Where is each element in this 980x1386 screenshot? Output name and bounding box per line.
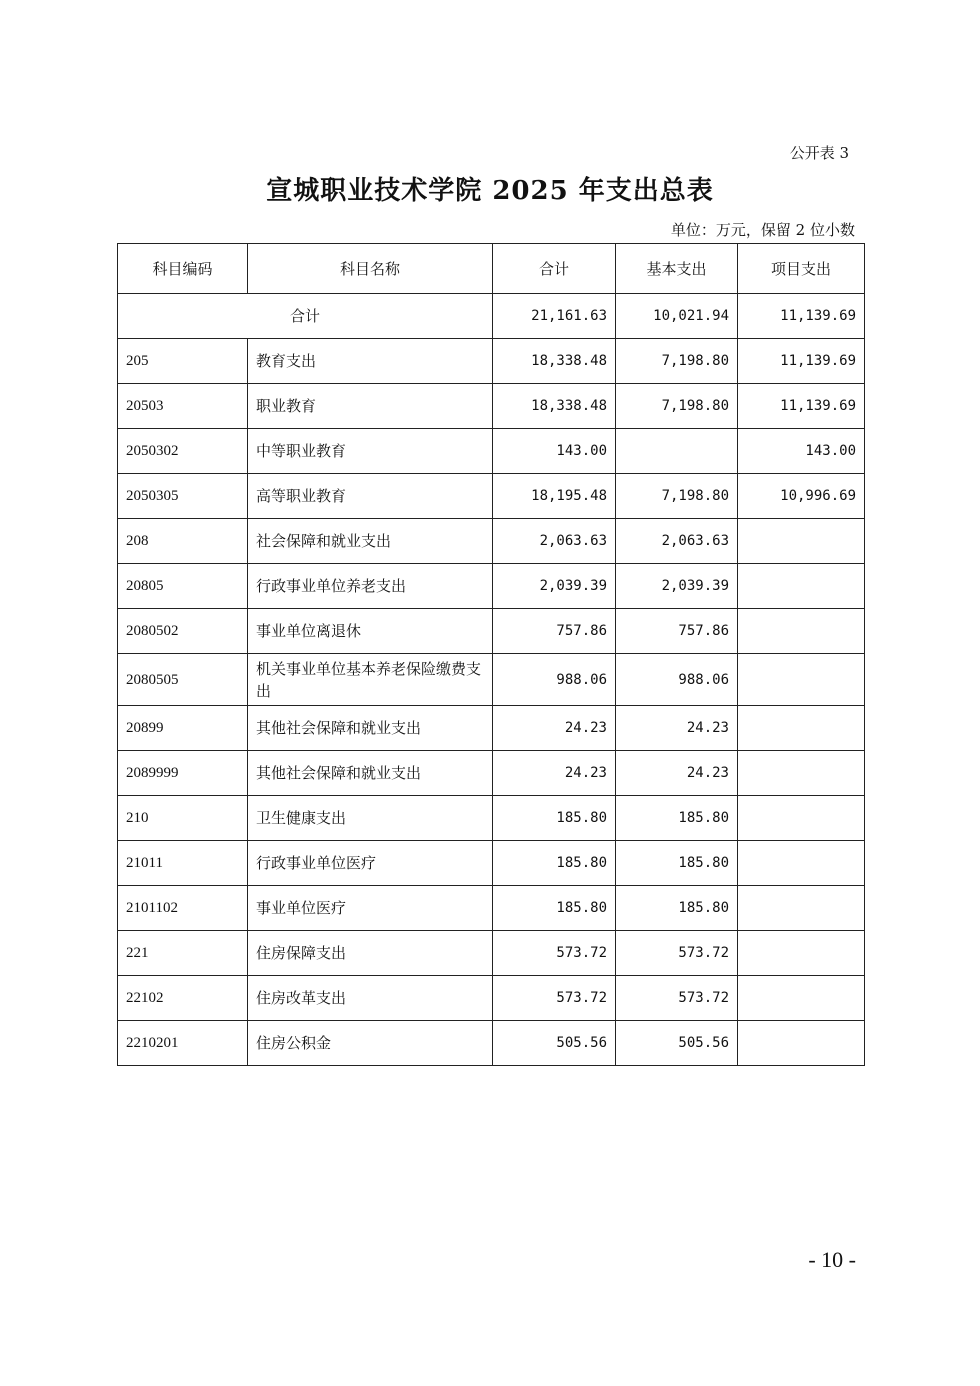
- table-row: [118, 429, 865, 474]
- row-basic: 2,039.39: [616, 564, 738, 609]
- table-row: [118, 976, 865, 1021]
- row-code: 2089999: [118, 751, 248, 796]
- row-project: [738, 751, 865, 796]
- table-row: [118, 886, 865, 931]
- row-name: 教育支出: [248, 339, 493, 384]
- expenditure-table: [117, 243, 865, 1066]
- row-code: 208: [118, 519, 248, 564]
- row-total: 24.23: [493, 751, 616, 796]
- row-total: 185.80: [493, 841, 616, 886]
- row-total: 18,338.48: [493, 384, 616, 429]
- row-code: 2080502: [118, 609, 248, 654]
- row-basic: 7,198.80: [616, 339, 738, 384]
- row-name: 行政事业单位养老支出: [248, 564, 493, 609]
- row-name: 职业教育: [248, 384, 493, 429]
- row-total: 988.06: [493, 654, 616, 706]
- row-total: 18,195.48: [493, 474, 616, 519]
- table-row: [118, 1021, 865, 1066]
- form-number: 公开表 3: [789, 144, 849, 162]
- row-basic: 988.06: [616, 654, 738, 706]
- row-code: 22102: [118, 976, 248, 1021]
- table-row: [118, 796, 865, 841]
- row-name: 事业单位医疗: [248, 886, 493, 931]
- row-code: 210: [118, 796, 248, 841]
- row-basic: 185.80: [616, 796, 738, 841]
- total-label: 合计: [118, 294, 493, 339]
- row-basic: 7,198.80: [616, 384, 738, 429]
- row-basic: 24.23: [616, 751, 738, 796]
- row-total: 143.00: [493, 429, 616, 474]
- row-name: 卫生健康支出: [248, 796, 493, 841]
- table-row: [118, 751, 865, 796]
- total-sum: 21,161.63: [493, 294, 616, 339]
- row-code: 221: [118, 931, 248, 976]
- row-basic: 757.86: [616, 609, 738, 654]
- page-title: 宣城职业技术学院 2025 年支出总表: [266, 176, 714, 206]
- row-project: [738, 706, 865, 751]
- header-name: 科目名称: [248, 244, 493, 294]
- row-basic: 7,198.80: [616, 474, 738, 519]
- row-basic: 505.56: [616, 1021, 738, 1066]
- total-project: 11,139.69: [738, 294, 865, 339]
- row-code: 20899: [118, 706, 248, 751]
- row-basic: 573.72: [616, 931, 738, 976]
- row-project: [738, 976, 865, 1021]
- row-total: 2,063.63: [493, 519, 616, 564]
- table-row: [118, 654, 865, 706]
- table-row: [118, 841, 865, 886]
- row-project: [738, 654, 865, 706]
- row-name: 住房保障支出: [248, 931, 493, 976]
- row-basic: [616, 429, 738, 474]
- row-name: 住房改革支出: [248, 976, 493, 1021]
- row-project: [738, 886, 865, 931]
- header-project: 项目支出: [738, 244, 865, 294]
- row-project: [738, 1021, 865, 1066]
- row-code: 2101102: [118, 886, 248, 931]
- row-basic: 24.23: [616, 706, 738, 751]
- row-total: 185.80: [493, 886, 616, 931]
- row-basic: 185.80: [616, 886, 738, 931]
- row-project: [738, 609, 865, 654]
- unit-note: 单位：万元，保留 2 位小数: [670, 221, 855, 239]
- row-project: [738, 931, 865, 976]
- header-code: 科目编码: [118, 244, 248, 294]
- table-row: [118, 384, 865, 429]
- row-name: 社会保障和就业支出: [248, 519, 493, 564]
- row-code: 2050302: [118, 429, 248, 474]
- row-project: [738, 796, 865, 841]
- row-code: 21011: [118, 841, 248, 886]
- row-basic: 573.72: [616, 976, 738, 1021]
- row-name: 事业单位离退休: [248, 609, 493, 654]
- row-project: [738, 519, 865, 564]
- row-total: 18,338.48: [493, 339, 616, 384]
- row-code: 205: [118, 339, 248, 384]
- row-name: 机关事业单位基本养老保险缴费支出: [248, 654, 493, 706]
- row-basic: 2,063.63: [616, 519, 738, 564]
- total-row: [118, 294, 865, 339]
- header-total: 合计: [493, 244, 616, 294]
- row-total: 573.72: [493, 976, 616, 1021]
- row-code: 2210201: [118, 1021, 248, 1066]
- row-project: [738, 564, 865, 609]
- table-row: [118, 339, 865, 384]
- row-code: 20503: [118, 384, 248, 429]
- row-code: 2050305: [118, 474, 248, 519]
- table-row: [118, 706, 865, 751]
- row-total: 24.23: [493, 706, 616, 751]
- total-basic: 10,021.94: [616, 294, 738, 339]
- row-project: 143.00: [738, 429, 865, 474]
- page-number: - 10 -: [808, 1247, 856, 1272]
- table-header-row: [118, 244, 865, 294]
- row-name: 其他社会保障和就业支出: [248, 706, 493, 751]
- row-total: 573.72: [493, 931, 616, 976]
- row-total: 757.86: [493, 609, 616, 654]
- row-project: 11,139.69: [738, 384, 865, 429]
- row-code: 2080505: [118, 654, 248, 706]
- table-row: [118, 474, 865, 519]
- row-total: 505.56: [493, 1021, 616, 1066]
- table-row: [118, 931, 865, 976]
- row-project: [738, 841, 865, 886]
- row-name: 行政事业单位医疗: [248, 841, 493, 886]
- row-total: 185.80: [493, 796, 616, 841]
- header-basic: 基本支出: [616, 244, 738, 294]
- row-project: 10,996.69: [738, 474, 865, 519]
- row-basic: 185.80: [616, 841, 738, 886]
- row-name: 住房公积金: [248, 1021, 493, 1066]
- row-total: 2,039.39: [493, 564, 616, 609]
- row-name: 高等职业教育: [248, 474, 493, 519]
- row-name: 其他社会保障和就业支出: [248, 751, 493, 796]
- table-row: [118, 609, 865, 654]
- table-row: [118, 519, 865, 564]
- row-project: 11,139.69: [738, 339, 865, 384]
- row-name: 中等职业教育: [248, 429, 493, 474]
- table-row: [118, 564, 865, 609]
- row-code: 20805: [118, 564, 248, 609]
